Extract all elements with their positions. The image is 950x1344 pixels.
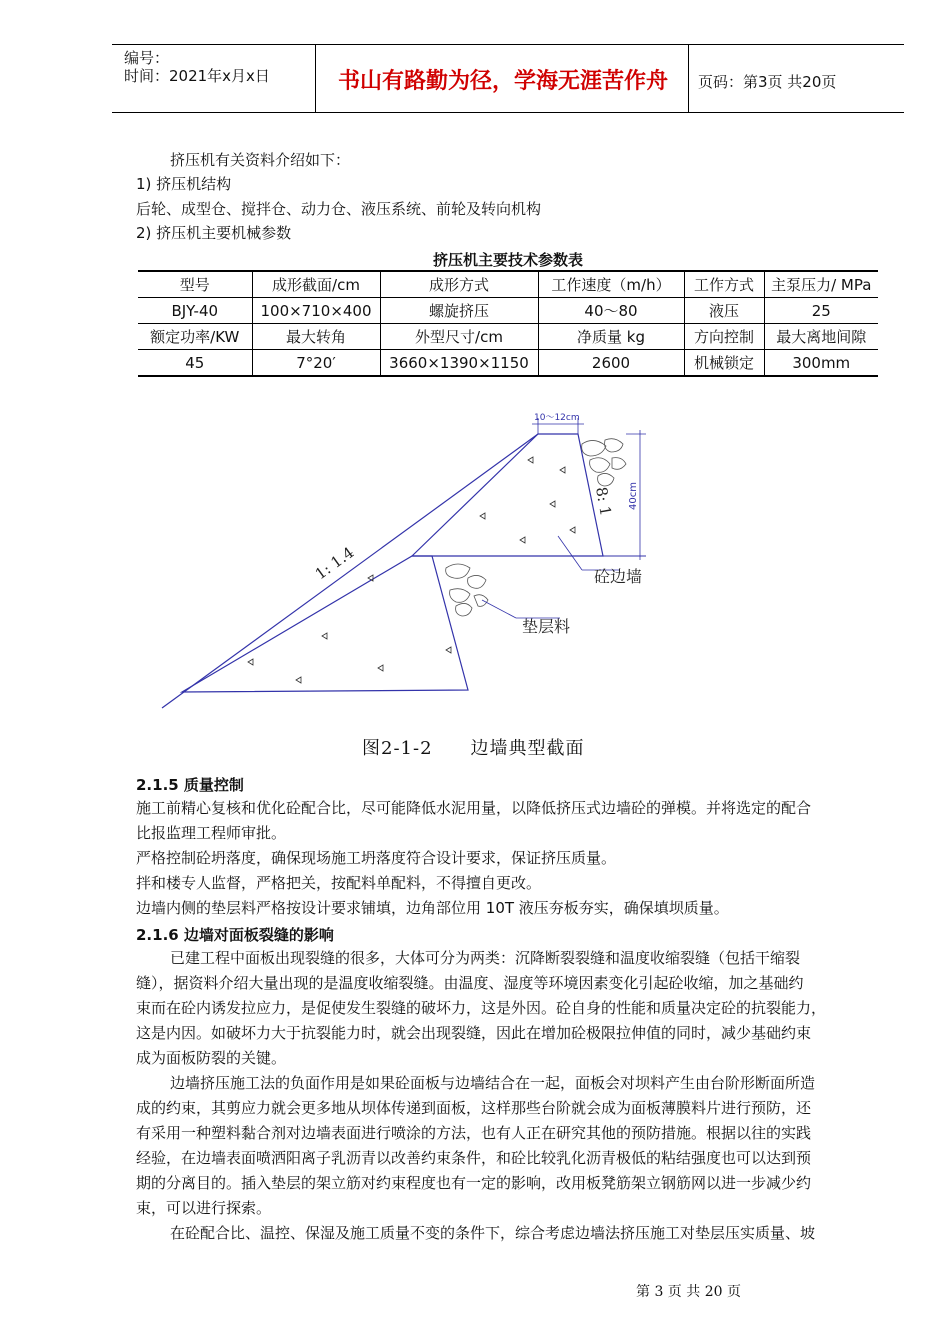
table-cell: 3660×1390×1150 bbox=[380, 350, 538, 377]
paragraph-line: 比报监理工程师审批。 bbox=[136, 824, 287, 842]
aggregate-marks bbox=[248, 457, 575, 683]
table-cell: 额定功率/KW bbox=[150, 328, 240, 346]
slope-right-label: 8: 1 bbox=[592, 485, 615, 518]
header-page-label: 页码：第3页 共20页 bbox=[698, 73, 837, 91]
paragraph-line: 经验，在边墙表面喷洒阳离子乳沥青以改善约束条件，和砼比较乳化沥青极低的粘结强度也可以达到预 bbox=[136, 1149, 812, 1167]
doc-time-label: 时间：2021年x月x日 bbox=[124, 67, 270, 85]
paragraph-line: 束，可以进行探索。 bbox=[136, 1199, 272, 1217]
section-heading: 2.1.5 质量控制 bbox=[136, 776, 244, 794]
doc-number-label: 编号： bbox=[124, 49, 170, 67]
slope-line bbox=[162, 434, 538, 708]
slope-left-label: 1: 1.4 bbox=[311, 543, 358, 584]
paragraph-line: 拌和楼专人监督，严格把关，按配料单配料，不得擅自更改。 bbox=[136, 874, 542, 892]
table-cell: 25 bbox=[764, 298, 878, 324]
header-divider-left bbox=[315, 44, 316, 112]
paragraph-line: 已建工程中面板出现裂缝的很多，大体可分为两类：沉降断裂裂缝和温度收缩裂缝（包括干缩裂 bbox=[170, 949, 801, 967]
table-cell: 工作速度（m/h） bbox=[538, 271, 684, 298]
paragraph-line: 边墙内侧的垫层料严格按设计要求铺填，边角部位用 10T 液压夯板夯实，确保填坝质量。 bbox=[136, 899, 729, 917]
table-cell: 液压 bbox=[684, 298, 764, 324]
table-cell: BJY-40 bbox=[171, 301, 219, 320]
header-bottom-rule bbox=[112, 112, 904, 113]
table-cell: 外型尺寸/cm bbox=[380, 324, 538, 350]
cushion-label: 垫层料 bbox=[522, 617, 571, 636]
paragraph-line: 成的约束，其剪应力就会更多地从坝体传递到面板，这样那些台阶就会成为面板薄膜料片进行预防，还 bbox=[136, 1099, 812, 1117]
table-row bbox=[138, 324, 878, 350]
table-cell: 2600 bbox=[538, 350, 684, 377]
table-cell: 工作方式 bbox=[684, 271, 764, 298]
table-cell: 100×710×400 bbox=[252, 298, 380, 324]
paragraph-line: 严格控制砼坍落度，确保现场施工坍落度符合设计要求，保证挤压质量。 bbox=[136, 849, 617, 867]
table-cell: 40～80 bbox=[538, 298, 684, 324]
intro-line: 后轮、成型仓、搅拌仓、动力仓、液压系统、前轮及转向机构 bbox=[136, 200, 542, 218]
table-cell: 净质量 kg bbox=[538, 324, 684, 350]
table-cell: 机械锁定 bbox=[684, 350, 764, 377]
table-cell: 螺旋挤压 bbox=[380, 298, 538, 324]
paragraph-line: 期的分离目的。插入垫层的架立筋对约束程度也有一定的影响，改用板凳筋架立钢筋网以进一步减少约 bbox=[136, 1174, 812, 1192]
wall-label: 砼边墙 bbox=[594, 567, 643, 586]
table-cell: 最大转角 bbox=[252, 324, 380, 350]
paragraph-line: 施工前精心复核和优化砼配合比，尽可能降低水泥用量，以降低挤压式边墙砼的弹模。并将选定的配合 bbox=[136, 799, 812, 817]
table-cell: 主泵压力/ MPa bbox=[764, 271, 878, 298]
table-cell: 最大离地间隙 bbox=[764, 324, 878, 350]
paragraph-line: 缝），据资料介绍大量出现的是温度收缩裂缝。由温度、湿度等环境因素变化引起砼收缩，加之基础约 bbox=[136, 974, 804, 992]
intro-line: 1) 挤压机结构 bbox=[136, 175, 232, 193]
table-cell: 7°20′ bbox=[252, 350, 380, 377]
table-title: 挤压机主要技术参数表 bbox=[432, 251, 583, 269]
paragraph-line: 边墙挤压施工法的负面作用是如果砼面板与边墙结合在一起，面板会对坝料产生由台阶形断面所造 bbox=[170, 1074, 816, 1092]
header-top-rule bbox=[112, 44, 904, 45]
table-row bbox=[138, 271, 878, 298]
table-cell: 方向控制 bbox=[684, 324, 764, 350]
header-divider-right bbox=[688, 44, 689, 112]
dim-top-label: 10～12cm bbox=[534, 413, 580, 423]
table-cell: 成形方式 bbox=[380, 271, 538, 298]
table-cell: 型号 bbox=[179, 276, 210, 294]
paragraph-line: 成为面板防裂的关键。 bbox=[136, 1049, 287, 1067]
wall-section-figure bbox=[150, 400, 680, 720]
paragraph-line: 这是内因。如破坏力大于抗裂能力时，就会出现裂缝，因此在增加砼极限拉伸值的同时，减少基础约束 bbox=[136, 1024, 812, 1042]
table-row bbox=[138, 350, 878, 377]
intro-line: 2) 挤压机主要机械参数 bbox=[136, 224, 292, 242]
spec-table bbox=[138, 270, 878, 377]
concrete-wall-upper bbox=[412, 434, 603, 556]
dim-right-label: 40cm bbox=[628, 482, 639, 510]
paragraph-line: 在砼配合比、温控、保湿及施工质量不变的条件下，综合考虑边墙法挤压施工对垫层压实质量、坡 bbox=[170, 1224, 816, 1242]
figure-caption: 图2-1-2 边墙典型截面 bbox=[362, 738, 585, 759]
section-heading: 2.1.6 边墙对面板裂缝的影响 bbox=[136, 926, 334, 944]
paragraph-line: 有采用一种塑料黏合剂对边墙表面进行喷涂的方法，也有人正在研究其他的预防措施。根据以往的实践 bbox=[136, 1124, 812, 1142]
cushion-stones bbox=[446, 439, 626, 616]
page-footer: 第 3 页 共 20 页 bbox=[636, 1284, 741, 1300]
table-cell: 300mm bbox=[764, 350, 878, 377]
header-motto: 书山有路勤为径，学海无涯苦作舟 bbox=[337, 68, 668, 94]
table-cell: 45 bbox=[185, 353, 205, 372]
table-cell: 成形截面/cm bbox=[252, 271, 380, 298]
paragraph-line: 束而在砼内诱发拉应力，是促使发生裂缝的破坏力，这是外因。砼自身的性能和质量决定砼的抗裂能力， bbox=[136, 999, 827, 1017]
table-row bbox=[138, 298, 878, 324]
intro-line: 挤压机有关资料介绍如下： bbox=[170, 151, 351, 169]
